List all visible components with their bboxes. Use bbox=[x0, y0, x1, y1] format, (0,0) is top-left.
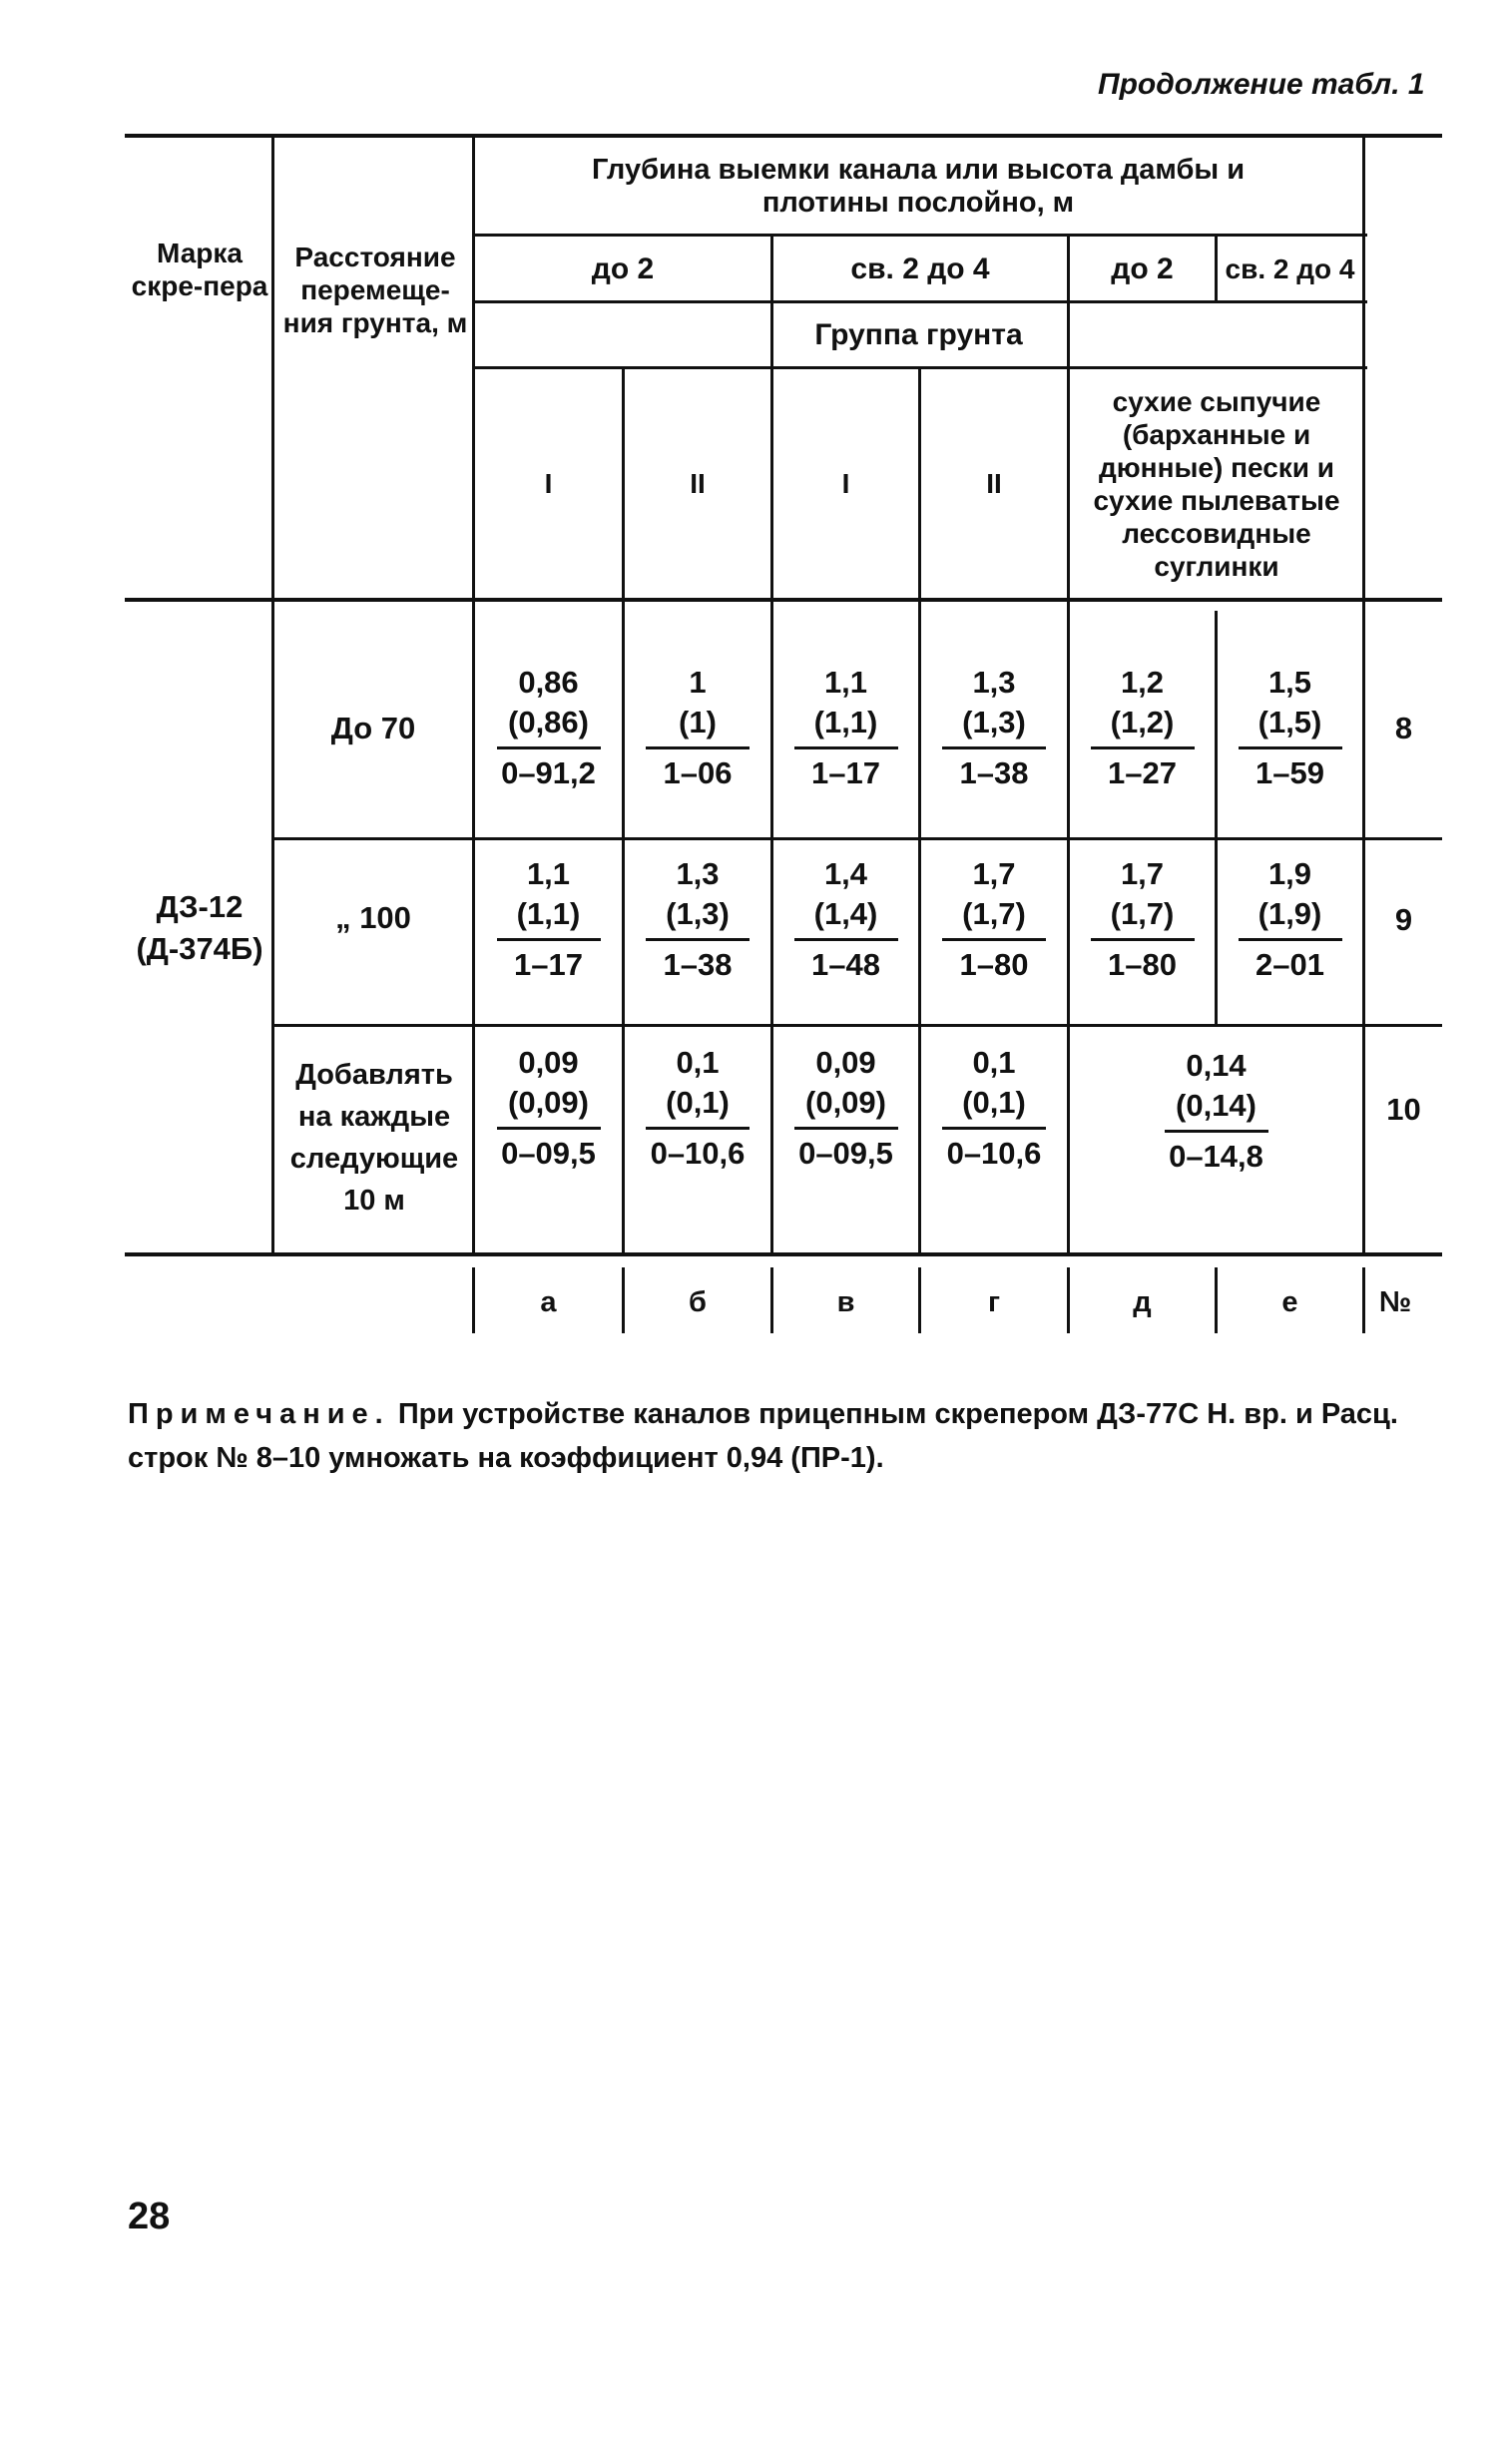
row-3-cell-c: 0,09 (0,09) 0–09,5 bbox=[773, 1043, 918, 1174]
col-letter-number: № bbox=[1378, 1285, 1412, 1318]
continuation-label: Продолжение табл. 1 bbox=[1098, 68, 1425, 101]
note-label: Примечание. bbox=[128, 1398, 390, 1430]
header-soil-col-1: I bbox=[544, 468, 553, 499]
row-3-cell-ef: 0,14 (0,14) 0–14,8 bbox=[1070, 1046, 1362, 1177]
row-1-number: 8 bbox=[1394, 711, 1413, 745]
page-number: 28 bbox=[128, 2196, 171, 2237]
col-letter-c: в bbox=[836, 1285, 855, 1318]
header-brand: Марка скре-пера bbox=[131, 238, 268, 301]
header-depth-col-3: до 2 bbox=[1111, 251, 1174, 285]
header-soil-col-3: I bbox=[841, 468, 850, 499]
header-soil-col-4: II bbox=[986, 468, 1002, 499]
row-1-cell-b: 1 (1) 1–06 bbox=[625, 663, 770, 793]
row-1-cell-e: 1,2 (1,2) 1–27 bbox=[1070, 663, 1215, 793]
row-2-cell-f: 1,9 (1,9) 2–01 bbox=[1218, 854, 1362, 985]
row-1-cell-a: 0,86 (0,86) 0–91,2 bbox=[475, 663, 622, 793]
row-1-cell-c: 1,1 (1,1) 1–17 bbox=[773, 663, 918, 793]
row-2-distance: „ 100 bbox=[335, 900, 411, 935]
row-2-number: 9 bbox=[1394, 902, 1413, 937]
header-depth-col-2: св. 2 до 4 bbox=[850, 251, 990, 285]
col-letter-d: г bbox=[987, 1285, 1001, 1318]
col-letter-a: а bbox=[540, 1285, 557, 1318]
note bbox=[128, 1392, 1445, 1480]
row-3-number: 10 bbox=[1386, 1092, 1421, 1127]
header-soil-col-2: II bbox=[690, 468, 706, 499]
header-soil-group: Группа грунта bbox=[814, 318, 1023, 351]
row-1-cell-f: 1,5 (1,5) 1–59 bbox=[1218, 663, 1362, 793]
header-depth-col-4: св. 2 до 4 bbox=[1225, 252, 1355, 284]
row-2-cell-e: 1,7 (1,7) 1–80 bbox=[1070, 854, 1215, 985]
row-2-cell-d: 1,7 (1,7) 1–80 bbox=[921, 854, 1067, 985]
note-text: При устройстве каналов прицепным скрепером ДЗ-77С Н. вр. и Расц. строк № 8–10 умножать на коэффициент 0,94 (ПР-1). bbox=[128, 1398, 1398, 1474]
row-3-cell-b: 0,1 (0,1) 0–10,6 bbox=[625, 1043, 770, 1174]
row-3-distance: Добавлять на каждые следующие 10 м bbox=[289, 1059, 459, 1217]
row-2-cell-a: 1,1 (1,1) 1–17 bbox=[475, 854, 622, 985]
header-depth-col-1: до 2 bbox=[591, 251, 655, 285]
col-letter-f: е bbox=[1281, 1285, 1298, 1318]
col-letter-e: д bbox=[1133, 1285, 1152, 1318]
row-2-cell-b: 1,3 (1,3) 1–38 bbox=[625, 854, 770, 985]
col-letter-b: б bbox=[689, 1285, 707, 1318]
header-soil-special: сухие сыпучие (барханные и дюнные) пески и сухие пылеватые лессовидные суглинки bbox=[1093, 386, 1340, 582]
row-1-distance: До 70 bbox=[330, 711, 416, 745]
row-3-cell-a: 0,09 (0,09) 0–09,5 bbox=[475, 1043, 622, 1174]
header-depth: Глубина выемки канала или высота дамбы и плотины послойно, м bbox=[591, 154, 1246, 219]
row-1-cell-d: 1,3 (1,3) 1–38 bbox=[921, 663, 1067, 793]
row-3-cell-d: 0,1 (0,1) 0–10,6 bbox=[921, 1043, 1067, 1174]
header-distance: Расстояние перемеще-ния грунта, м bbox=[282, 241, 468, 338]
row-2-cell-c: 1,4 (1,4) 1–48 bbox=[773, 854, 918, 985]
brand-value: ДЗ-12 (Д-374Б) bbox=[136, 889, 263, 966]
